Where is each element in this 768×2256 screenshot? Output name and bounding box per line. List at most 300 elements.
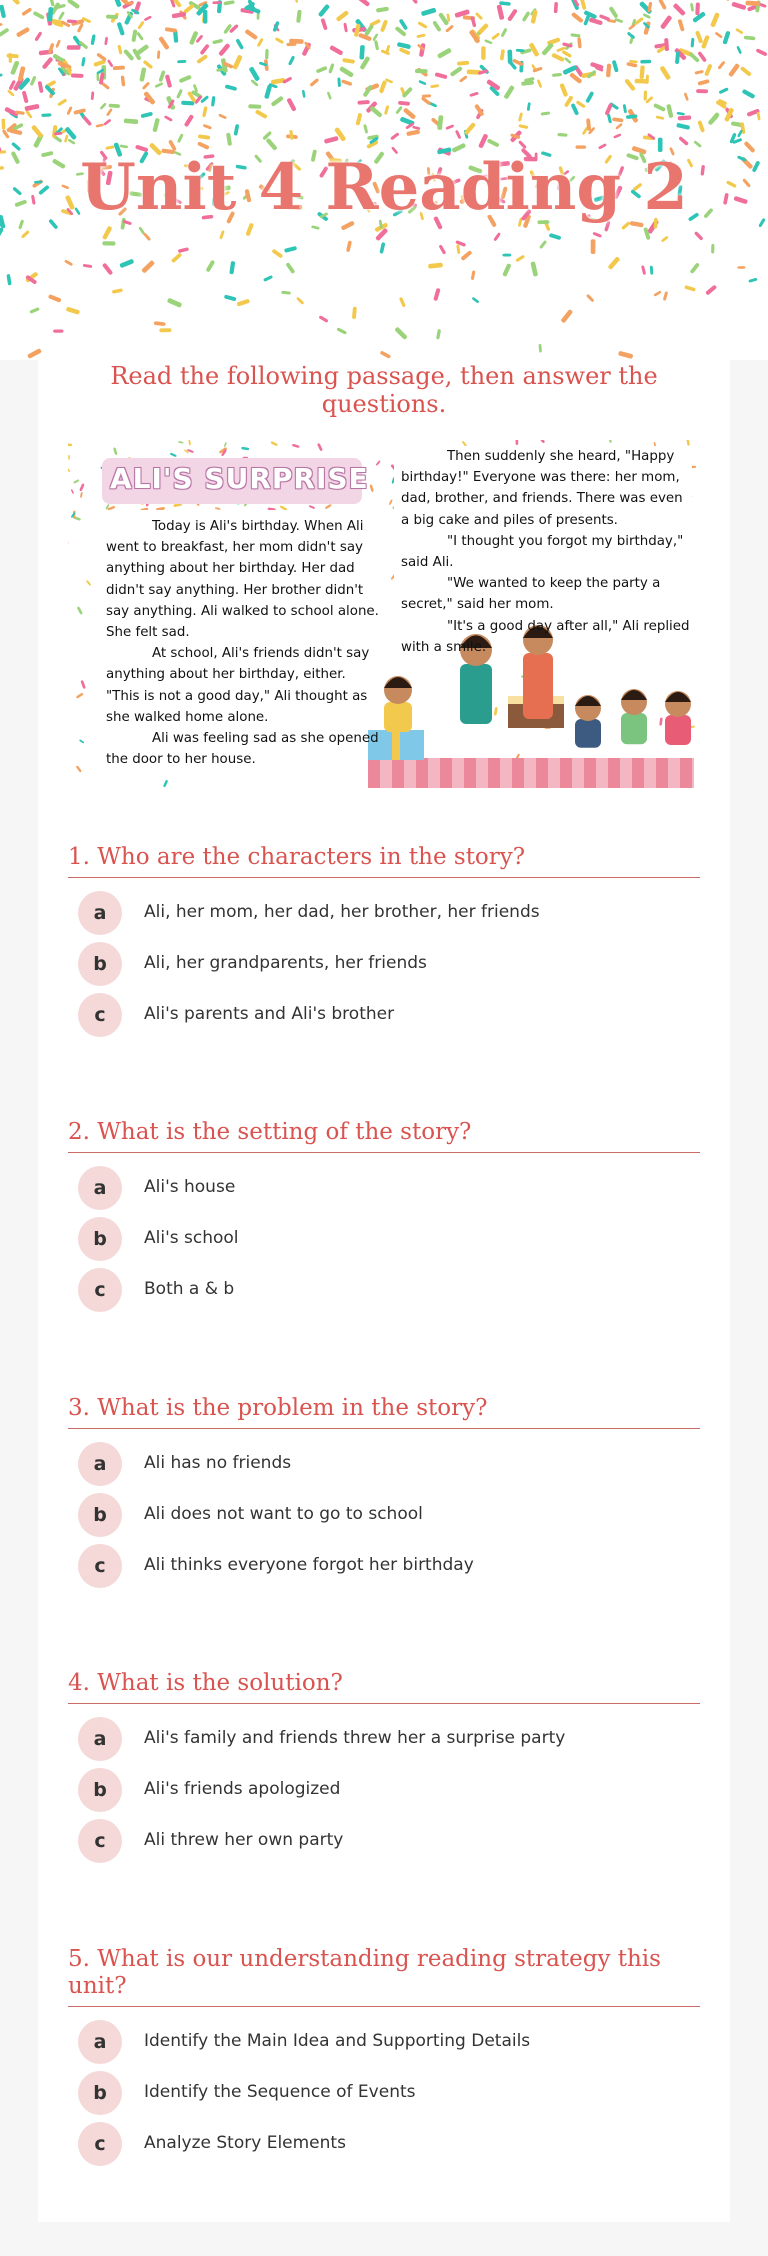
confetti-piece (518, 112, 523, 122)
confetti-piece (374, 40, 379, 51)
confetti-piece (91, 91, 95, 100)
confetti-piece (722, 31, 730, 45)
question-5 (68, 1946, 700, 2170)
confetti-piece (705, 285, 717, 296)
confetti-piece (728, 63, 740, 77)
confetti-piece (515, 255, 525, 263)
story-paragraph: At school, Ali's friends didn't say anything about her birthday, either. "This is not a good day," Ali thought as she walked home alone. (106, 646, 370, 725)
confetti-piece (641, 265, 646, 275)
confetti-piece (398, 101, 410, 106)
confetti-piece (112, 288, 123, 294)
confetti-piece (30, 76, 37, 87)
confetti-piece (675, 51, 680, 64)
confetti-piece (659, 65, 671, 80)
answer-option[interactable] (68, 1163, 700, 1214)
confetti-piece (9, 53, 12, 63)
confetti-piece (576, 100, 586, 108)
confetti-piece (362, 85, 373, 98)
confetti-piece (694, 231, 704, 241)
confetti-piece (48, 43, 55, 55)
confetti-piece (549, 233, 562, 240)
confetti-piece (318, 315, 328, 323)
option-letter-badge[interactable]: a (78, 891, 122, 935)
confetti-piece (691, 38, 695, 48)
confetti-piece (455, 130, 462, 140)
confetti-piece (432, 20, 442, 32)
confetti-piece (547, 37, 561, 45)
confetti-piece (394, 327, 408, 341)
question-prompt: 4. What is the solution? (68, 1670, 343, 1696)
confetti-piece (263, 275, 273, 282)
confetti-piece (27, 348, 42, 359)
person-body (384, 702, 412, 732)
confetti-piece (666, 104, 673, 118)
confetti-piece (618, 351, 633, 359)
confetti-piece (491, 32, 500, 40)
confetti-piece (592, 232, 602, 238)
confetti-piece (295, 0, 298, 3)
confetti-piece (143, 232, 151, 241)
story-paragraph: "We wanted to keep the party a secret," said her mom. (401, 576, 661, 613)
confetti-piece (7, 89, 15, 97)
confetti-piece (450, 66, 463, 77)
confetti-piece (363, 124, 368, 134)
confetti-piece (119, 259, 134, 269)
option-text[interactable]: Ali, her grandparents, her friends (144, 953, 427, 973)
confetti-piece (67, 19, 77, 23)
confetti-piece (177, 133, 184, 143)
confetti-piece (576, 145, 587, 148)
table-stripe (464, 758, 476, 788)
confetti-piece (613, 133, 621, 139)
option-text[interactable]: Ali's friends apologized (144, 1779, 341, 1799)
confetti-piece (694, 70, 704, 75)
confetti-piece (176, 89, 183, 99)
story-paragraph: Then suddenly she heard, "Happy birthday!" Everyone was there: her mom, dad, brother, and friends. There was even a big cake and piles of presents. (401, 449, 683, 528)
confetti-piece (518, 124, 528, 129)
confetti-piece (591, 239, 596, 254)
confetti-piece (67, 0, 80, 9)
table-stripe (608, 758, 620, 788)
confetti-piece (379, 242, 385, 254)
confetti-piece (218, 43, 230, 57)
confetti-piece (500, 49, 505, 61)
confetti-piece (31, 124, 44, 138)
confetti-piece (232, 54, 243, 70)
confetti-piece (656, 115, 665, 120)
confetti-piece (384, 105, 390, 115)
confetti-piece (281, 291, 291, 295)
confetti-piece (296, 297, 304, 305)
option-letter-badge[interactable]: c (78, 993, 122, 1037)
confetti-piece (475, 12, 483, 20)
confetti-piece (644, 91, 648, 101)
confetti-piece (661, 236, 669, 243)
confetti-piece (0, 28, 10, 38)
confetti-piece (67, 45, 81, 49)
confetti-piece (380, 19, 388, 32)
confetti-piece (0, 227, 4, 240)
answer-option[interactable] (68, 1765, 700, 1816)
confetti-piece (580, 0, 587, 10)
confetti-piece (740, 66, 752, 77)
answer-option[interactable] (68, 990, 700, 1041)
confetti-piece (309, 78, 319, 87)
confetti-piece (539, 240, 547, 249)
option-letter-badge[interactable]: c (78, 1819, 122, 1863)
option-text[interactable]: Analyze Story Elements (144, 2133, 346, 2153)
answer-options (68, 2017, 700, 2170)
confetti-piece (690, 262, 700, 274)
table-stripe (536, 758, 548, 788)
option-letter-badge[interactable]: a (78, 1442, 122, 1486)
option-text[interactable]: Ali's family and friends threw her a surprise party (144, 1728, 566, 1748)
confetti-piece (316, 66, 328, 74)
confetti-piece (320, 18, 327, 31)
confetti-piece (286, 98, 296, 112)
confetti-piece (22, 90, 29, 103)
confetti-piece (6, 54, 18, 59)
confetti-piece (500, 28, 507, 38)
confetti-piece (707, 112, 720, 126)
confetti-piece (642, 13, 651, 19)
confetti-piece (496, 4, 504, 20)
answer-option[interactable] (68, 2119, 700, 2170)
confetti-piece (286, 43, 296, 47)
confetti-piece (464, 122, 476, 135)
answer-option[interactable] (68, 1439, 700, 1490)
question-2 (68, 1119, 700, 1316)
confetti-piece (107, 59, 114, 67)
confetti-piece (0, 4, 6, 18)
confetti-piece (673, 3, 686, 16)
confetti-piece (302, 90, 306, 98)
confetti-piece (502, 263, 511, 277)
confetti-piece (102, 226, 113, 240)
option-letter-badge[interactable]: b (78, 1493, 122, 1537)
confetti-piece (527, 102, 531, 111)
confetti-piece (695, 30, 703, 43)
answer-option[interactable] (68, 2017, 700, 2068)
confetti-piece (99, 102, 106, 110)
confetti-piece (586, 294, 595, 303)
confetti-piece (357, 100, 370, 105)
confetti-piece (585, 91, 594, 103)
confetti-piece (428, 263, 443, 269)
confetti-piece (710, 12, 720, 27)
confetti-piece (352, 307, 357, 319)
confetti-piece (248, 104, 261, 109)
confetti-piece (606, 64, 611, 78)
confetti-piece (571, 103, 580, 116)
confetti-piece (421, 96, 432, 105)
option-letter-badge[interactable]: c (78, 2122, 122, 2166)
confetti-piece (635, 79, 649, 84)
confetti-piece (57, 98, 67, 106)
confetti-piece (49, 0, 55, 7)
confetti-piece (66, 307, 80, 315)
confetti-piece (224, 294, 237, 301)
confetti-piece (748, 278, 757, 283)
option-letter-badge[interactable]: b (78, 1768, 122, 1812)
worksheet-card (38, 360, 730, 2222)
confetti-piece (165, 74, 172, 88)
confetti-piece (90, 34, 95, 45)
confetti-piece (678, 115, 692, 120)
confetti-piece (25, 110, 32, 119)
answer-option[interactable] (68, 1816, 700, 1867)
confetti-piece (184, 114, 194, 127)
option-text[interactable]: Ali does not want to go to school (144, 1504, 423, 1524)
person-body (665, 715, 691, 745)
question-prompt: 1. Who are the characters in the story? (68, 844, 526, 870)
confetti-piece (684, 285, 696, 292)
story-left-column (106, 516, 382, 770)
confetti-piece (341, 79, 353, 86)
confetti-piece (82, 115, 92, 126)
option-letter-badge[interactable]: b (78, 1217, 122, 1261)
confetti-piece (139, 67, 146, 82)
answer-option[interactable] (68, 1714, 700, 1765)
option-letter-badge[interactable]: a (78, 1166, 122, 1210)
confetti-piece (604, 103, 613, 116)
confetti-piece (311, 225, 320, 230)
answer-option[interactable] (68, 888, 700, 939)
confetti-piece (417, 21, 427, 29)
confetti-piece (717, 61, 725, 70)
confetti-piece (212, 39, 223, 45)
question-4 (68, 1670, 700, 1867)
confetti-piece (726, 0, 730, 1)
confetti-piece (154, 321, 166, 326)
confetti-piece (561, 50, 572, 58)
option-text[interactable]: Ali's house (144, 1177, 236, 1197)
confetti-piece (142, 81, 150, 90)
confetti-piece (124, 118, 139, 124)
confetti-piece (16, 27, 30, 38)
confetti-piece (53, 330, 63, 333)
confetti-piece (265, 138, 277, 151)
story-paragraph: Today is Ali's birthday. When Ali went to breakfast, her mom didn't say anything about her birthday. Her dad didn't say anything. Her brother didn't say anything. Ali walked to school alone. She felt sad. (106, 519, 379, 641)
header-banner (0, 0, 768, 360)
confetti-piece (140, 112, 153, 119)
question-prompt: 3. What is the problem in the story? (68, 1395, 488, 1421)
confetti-piece (41, 113, 51, 117)
confetti-piece (537, 79, 543, 88)
confetti-piece (736, 46, 742, 55)
answer-option[interactable] (68, 939, 700, 990)
confetti-piece (327, 91, 332, 100)
confetti-piece (756, 48, 768, 56)
confetti-piece (255, 109, 268, 119)
answer-options (68, 1714, 700, 1867)
confetti-piece (103, 119, 111, 126)
confetti-piece (577, 37, 582, 48)
confetti-piece (624, 78, 636, 91)
confetti-piece (206, 260, 216, 273)
confetti-piece (369, 106, 383, 118)
confetti-piece (197, 141, 210, 150)
confetti-piece (33, 11, 45, 20)
page-title: Unit 4 Reading 2 (80, 150, 688, 225)
confetti-piece (684, 92, 689, 101)
confetti-piece (18, 66, 26, 81)
option-text[interactable]: Ali's school (144, 1228, 239, 1248)
option-letter-badge[interactable]: a (78, 2020, 122, 2064)
confetti-piece (557, 133, 567, 137)
story-right-column (401, 446, 691, 658)
confetti-piece (359, 45, 365, 60)
confetti-piece (55, 39, 61, 48)
option-text[interactable]: Identify the Sequence of Events (144, 2082, 416, 2102)
option-text[interactable]: Ali thinks everyone forgot her birthday (144, 1555, 474, 1575)
confetti-piece (226, 133, 232, 146)
confetti-piece (457, 61, 469, 66)
confetti-piece (211, 96, 216, 107)
confetti-piece (484, 39, 493, 44)
confetti-piece (559, 83, 568, 97)
confetti-piece (379, 80, 387, 94)
confetti-piece (653, 103, 666, 112)
confetti-piece (2, 118, 6, 129)
table-stripe (440, 758, 452, 788)
confetti-piece (372, 33, 379, 41)
table-stripe (416, 758, 428, 788)
confetti-piece (437, 48, 452, 59)
confetti-piece (296, 10, 302, 23)
answer-options (68, 888, 700, 1041)
divider (68, 1703, 700, 1704)
confetti-piece (499, 1, 511, 6)
table-stripe (392, 758, 404, 788)
answer-option[interactable] (68, 1541, 700, 1592)
confetti-piece (219, 230, 225, 240)
answer-option[interactable] (68, 1265, 700, 1316)
confetti-piece (244, 29, 258, 40)
option-text[interactable]: Ali has no friends (144, 1453, 292, 1473)
option-text[interactable]: Ali's parents and Ali's brother (144, 1004, 395, 1024)
option-letter-badge[interactable]: b (78, 942, 122, 986)
confetti-piece (697, 79, 709, 86)
option-letter-badge[interactable]: a (78, 1717, 122, 1761)
confetti-piece (0, 73, 3, 78)
confetti-piece (704, 64, 713, 77)
confetti-piece (570, 33, 580, 38)
confetti-piece (615, 123, 623, 130)
confetti-piece (271, 96, 284, 107)
confetti-piece (530, 261, 538, 276)
confetti-piece (554, 2, 558, 13)
answer-options (68, 1439, 700, 1592)
confetti-piece (445, 25, 454, 33)
confetti-piece (608, 256, 621, 270)
confetti-piece (487, 138, 500, 147)
table-stripe (560, 758, 572, 788)
confetti-piece (564, 57, 572, 64)
confetti-piece (223, 24, 232, 35)
confetti-piece (434, 72, 447, 79)
confetti-piece (445, 124, 454, 130)
confetti-piece (34, 31, 42, 41)
option-text[interactable]: Both a & b (144, 1279, 235, 1299)
confetti-piece (663, 291, 668, 301)
confetti-piece (96, 123, 105, 127)
confetti-piece (551, 53, 565, 63)
option-letter-badge[interactable]: c (78, 1544, 122, 1588)
confetti-piece (737, 129, 743, 137)
confetti-piece (481, 46, 485, 60)
story-title: ALI'S SURPRISE (110, 462, 369, 495)
confetti-piece (199, 44, 209, 56)
confetti-piece (264, 85, 272, 100)
confetti-piece (715, 32, 723, 39)
table-stripe (488, 758, 500, 788)
confetti-piece (108, 104, 120, 108)
confetti-piece (178, 247, 189, 253)
confetti-piece (21, 230, 30, 239)
confetti-piece (385, 45, 390, 55)
confetti-piece (342, 58, 355, 64)
confetti-piece (493, 232, 501, 241)
confetti-piece (6, 274, 11, 286)
confetti-piece (136, 32, 144, 41)
divider (68, 1428, 700, 1429)
confetti-piece (144, 15, 152, 21)
story-image (68, 440, 700, 790)
answer-option[interactable] (68, 1490, 700, 1541)
confetti-piece (337, 77, 341, 87)
confetti-piece (421, 7, 437, 16)
confetti-piece (106, 15, 118, 20)
answer-option[interactable] (68, 1214, 700, 1265)
confetti-piece (418, 80, 426, 86)
confetti-piece (284, 246, 297, 253)
answer-option[interactable] (68, 2068, 700, 2119)
person-body (523, 653, 553, 719)
confetti-piece (456, 244, 460, 254)
option-text[interactable]: Ali, her mom, her dad, her brother, her friends (144, 902, 540, 922)
confetti-piece (397, 42, 411, 49)
confetti-piece (179, 75, 192, 84)
confetti-piece (249, 66, 261, 81)
confetti-piece (693, 140, 702, 148)
confetti-piece (409, 0, 418, 4)
story-paragraph: "It's a good day after all," Ali replied with a smile. (401, 618, 690, 655)
divider (68, 877, 700, 878)
confetti-piece (177, 60, 186, 63)
confetti-piece (165, 27, 178, 33)
confetti-piece (81, 57, 86, 67)
option-letter-badge[interactable]: b (78, 2071, 122, 2115)
confetti-piece (406, 129, 420, 136)
confetti-piece (289, 130, 293, 140)
story-paragraph: Ali was feeling sad as she opened the door to her house. (106, 731, 379, 768)
option-letter-badge[interactable]: c (78, 1268, 122, 1312)
confetti-piece (203, 124, 213, 130)
confetti-piece (339, 66, 354, 78)
confetti-piece (430, 84, 439, 88)
confetti-piece (415, 69, 428, 73)
confetti-piece (639, 65, 644, 79)
option-text[interactable]: Ali threw her own party (144, 1830, 344, 1850)
confetti-piece (612, 117, 624, 122)
option-text[interactable]: Identify the Main Idea and Supporting Details (144, 2031, 531, 2051)
divider (68, 2006, 700, 2007)
confetti-piece (660, 15, 673, 30)
confetti-piece (459, 75, 468, 83)
confetti-piece (357, 0, 371, 7)
confetti-piece (695, 2, 700, 15)
